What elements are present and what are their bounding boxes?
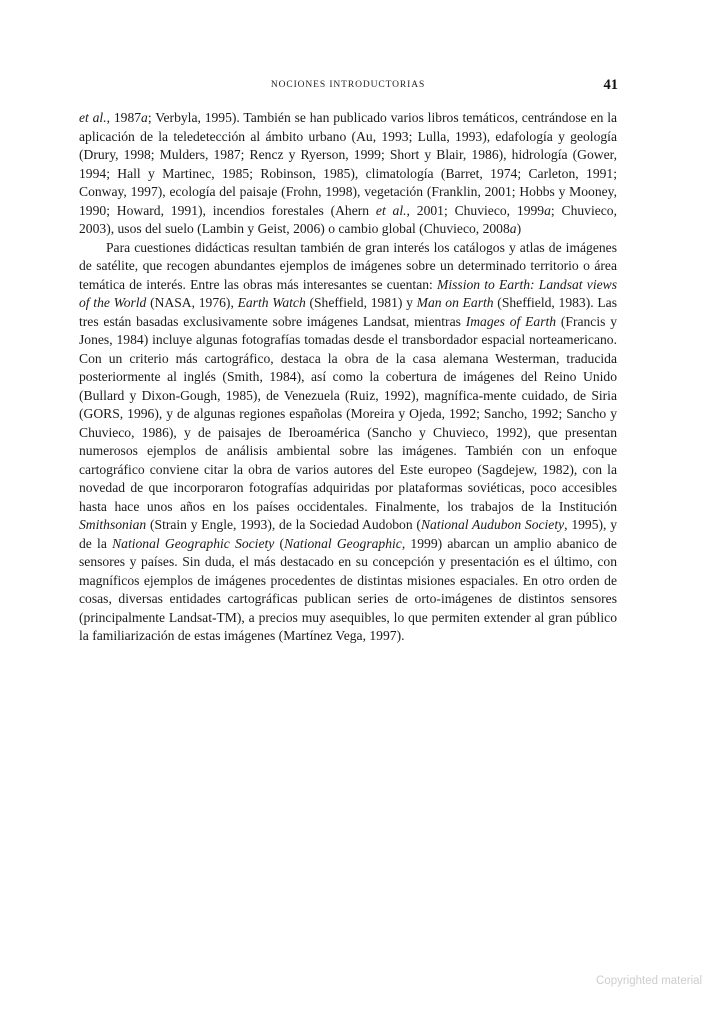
italic-text: National Geographic [284,535,402,551]
body-text [79,109,617,646]
italic-text: National Audubon Society [420,517,565,532]
italic-text: National Geographic Society [112,535,275,551]
italic-text: et al. [79,110,107,125]
italic-text: Mission to Earth: Landsat views of the World [79,276,617,310]
italic-text: Smithsonian [79,517,147,532]
text-run: ) [516,221,522,236]
text-run: (Sheffield, 1981) y [305,295,417,310]
text-run: , 1987 [106,110,142,125]
page-header [78,77,618,100]
paragraph [79,109,617,239]
text-run: , 2001; Chuvieco, 1999 [406,202,545,218]
copyright-watermark: Copyrighted material [596,975,703,987]
text-run: , 1995), y de la [79,517,617,551]
text-run: , 1999) abarcan un amplio abanico de sensores y países. Sin duda, el más destacado en su concepción y presentación es el último, con magníficos ejemplos de imágenes procedentes de distintas misiones espaciales. En otro orden de cosas, diversas entidades cartográficas publican series de orto-imágenes de distintos sensores (principalmente Landsat-TM), a precios muy asequibles, lo que permiten extender al gran público la familiarización de estas imágenes (Martínez Vega, 1997). [79,535,617,643]
text-run: (NASA, 1976), [146,295,238,310]
italic-text: Man on Earth [416,295,494,310]
paragraph [79,239,617,646]
italic-text: Earth Watch [237,295,306,310]
text-run: ( [274,535,285,551]
italic-text: et al. [375,202,407,218]
italic-text: a [141,110,148,125]
text-run: ; Verbyla, 1995). También se han publicado varios libros temáticos, centrándose en la aplicación de la teledetección al ámbito urbano (Au, 1993; Lulla, 1993), edafología y geología (Drury, 1998; Mulders, 1987; Rencz y Ryerson, 1999; Short y Blair, 1986), hidrología (Gower, 1994; Hall y Martinec, 1985; Robinson, 1985), climatología (Barret, 1974; Carleton, 1991; Conway, 1997), ecología del paisaje (Frohn, 1998), vegetación (Franklin, 2001; Hobbs y Mooney, 1990; Howard, 1991), incendios forestales (Ahern [79,110,618,218]
page-number: 41 [603,77,618,93]
italic-text: a [544,202,551,218]
text-run: (Francis y Jones, 1984) incluye algunas fotografías tomadas desde el transbordador espacial norteamericano. Con un criterio más cartográfico, destaca la obra de la casa alemana Westerman, traducida posteriormente al inglés (Smith, 1984), así como la cobertura de imágenes del Reino Unido (Bullard y Dixon-Gough, 1985), de Venezuela (Ruiz, 1992), magnífica-mente cuidado, de Siria (GORS, 1996), y de algunas regiones españolas (Moreira y Ojeda, 1992; Sancho, 1992; Sancho y Chuvieco, 1986), y de paisajes de Iberoamérica (Sancho y Chuvieco, 1992), que presentan numerosos ejemplos de análisis ambiental sobre las imágenes. También con un enfoque cartográfico conviene citar la obra de varios autores del Este europeo (Sagdejew, 1982), con la novedad de que incorporaron fotografías adquiridas por plataformas soviéticas, poco accesibles hasta hace unos años en los países occidentales. Finalmente, los trabajos de la Institución [79,313,617,514]
running-head: NOCIONES INTRODUCTORIAS [270,80,426,90]
text-run: Para cuestiones didácticas resultan también de gran interés los catálogos y atlas de imágenes de satélite, que recogen abundantes ejemplos de imágenes sobre un determinado territorio o área temática de interés. Entre las obras más interesantes se cuentan: [79,239,617,292]
text-run: (Strain y Engle, 1993), de la Sociedad Audobon ( [146,517,421,532]
italic-text: Images of Earth [465,313,557,329]
italic-text: a [509,221,517,236]
text-run: (Sheffield, 1983). Las tres están basadas exclusivamente sobre imágenes Landsat, mientras [79,295,617,329]
text-run: ; Chuvieco, 2003), usos del suelo (Lambin y Geist, 2006) o cambio global (Chuvieco, 2008 [79,202,617,236]
